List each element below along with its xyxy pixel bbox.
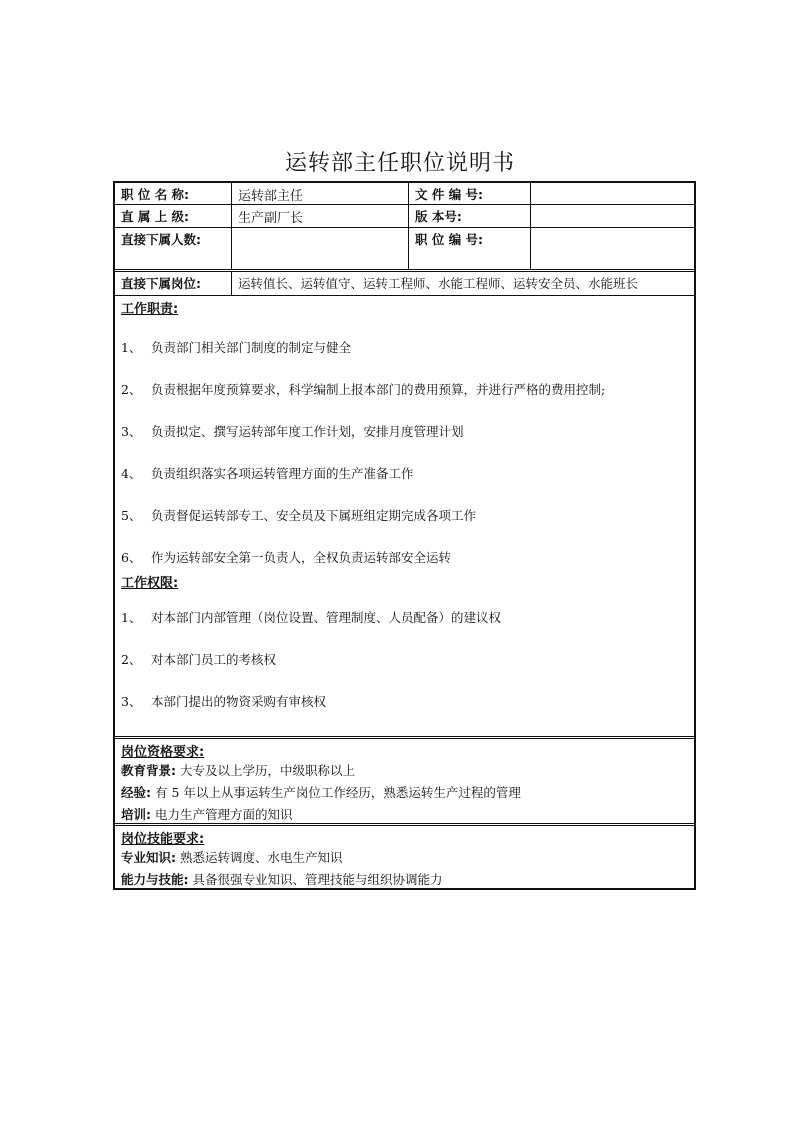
item-number: 5、	[121, 508, 142, 523]
position-name-label: 职 位 名 称:	[115, 183, 232, 204]
list-item	[121, 506, 688, 524]
file-no-label: 文 件 编 号:	[409, 183, 531, 204]
list-item	[121, 650, 688, 668]
version-value	[531, 205, 694, 227]
item-text: 负责拟定、撰写运转部年度工作计划，安排月度管理计划	[151, 424, 464, 439]
file-no-value	[531, 183, 694, 204]
ability-value: 具备很强专业知识、管理技能与组织协调能力	[192, 872, 443, 887]
knowledge-label: 专业知识:	[121, 850, 176, 865]
knowledge-line	[121, 847, 688, 869]
row-superior	[115, 205, 694, 228]
item-number: 2、	[121, 652, 142, 667]
position-name-value: 运转部主任	[232, 183, 409, 204]
item-number: 1、	[121, 610, 142, 625]
superior-label: 直 属 上 级:	[115, 205, 232, 227]
experience-value: 有 5 年以上从事运转生产岗位工作经历，熟悉运转生产过程的管理	[154, 785, 521, 800]
duties-heading: 工作职责:	[121, 302, 179, 317]
list-item	[121, 338, 688, 356]
item-text: 负责根据年度预算要求，科学编制上报本部门的费用预算，并进行严格的费用控制;	[151, 382, 606, 397]
item-number: 1、	[121, 340, 142, 355]
duties-authority-section	[115, 296, 694, 739]
item-number: 6、	[121, 550, 142, 565]
subordinate-posts-label: 直接下属岗位:	[115, 272, 232, 295]
item-number: 3、	[121, 694, 142, 709]
position-no-label: 职 位 编 号:	[409, 228, 531, 269]
row-subordinates-count	[115, 228, 694, 272]
experience-label: 经验:	[121, 785, 151, 800]
list-item	[121, 692, 688, 710]
item-number: 2、	[121, 382, 142, 397]
list-item	[121, 464, 688, 482]
ability-line	[121, 869, 688, 891]
item-text: 本部门提出的物资采购有审核权	[151, 694, 327, 709]
subordinate-posts-value: 运转值长、运转值守、运转工程师、水能工程师、运转安全员、水能班长	[238, 276, 639, 291]
knowledge-value: 熟悉运转调度、水电生产知识	[179, 850, 343, 865]
item-number: 3、	[121, 424, 142, 439]
item-text: 作为运转部安全第一负责人，全权负责运转部安全运转	[151, 550, 452, 565]
ability-label: 能力与技能:	[121, 872, 189, 887]
education-value: 大专及以上学历，中级职称以上	[179, 763, 355, 778]
education-label: 教育背景:	[121, 763, 176, 778]
skills-heading: 岗位技能要求:	[121, 832, 205, 847]
experience-line	[121, 782, 688, 804]
list-item	[121, 548, 688, 566]
superior-value: 生产副厂长	[232, 205, 409, 227]
version-label: 版 本号:	[409, 205, 531, 227]
qualification-heading: 岗位资格要求:	[121, 745, 205, 760]
skills-section	[115, 826, 694, 888]
training-value: 电力生产管理方面的知识	[154, 807, 293, 822]
training-line	[121, 804, 688, 826]
item-text: 对本部门员工的考核权	[151, 652, 277, 667]
list-item	[121, 608, 688, 626]
item-text: 负责督促运转部专工、安全员及下属班组定期完成各项工作	[151, 508, 477, 523]
authority-heading: 工作权限:	[121, 576, 179, 591]
item-text: 对本部门内部管理（岗位设置、管理制度、人员配备）的建议权	[151, 610, 502, 625]
item-number: 4、	[121, 466, 142, 481]
list-item	[121, 422, 688, 440]
subordinates-count-value	[232, 228, 409, 269]
position-no-value	[531, 228, 694, 269]
subordinates-count-label: 直接下属人数:	[115, 228, 232, 269]
row-position-name	[115, 183, 694, 205]
education-line	[121, 760, 688, 782]
page-title: 运转部主任职位说明书	[284, 151, 515, 176]
item-text: 负责组织落实各项运转管理方面的生产准备工作	[151, 466, 414, 481]
training-label: 培训:	[121, 807, 151, 822]
list-item	[121, 380, 688, 398]
job-description-table	[113, 181, 696, 890]
item-text: 负责部门相关部门制度的制定与健全	[151, 340, 352, 355]
qualification-section	[115, 739, 694, 826]
row-subordinate-posts	[115, 272, 694, 296]
